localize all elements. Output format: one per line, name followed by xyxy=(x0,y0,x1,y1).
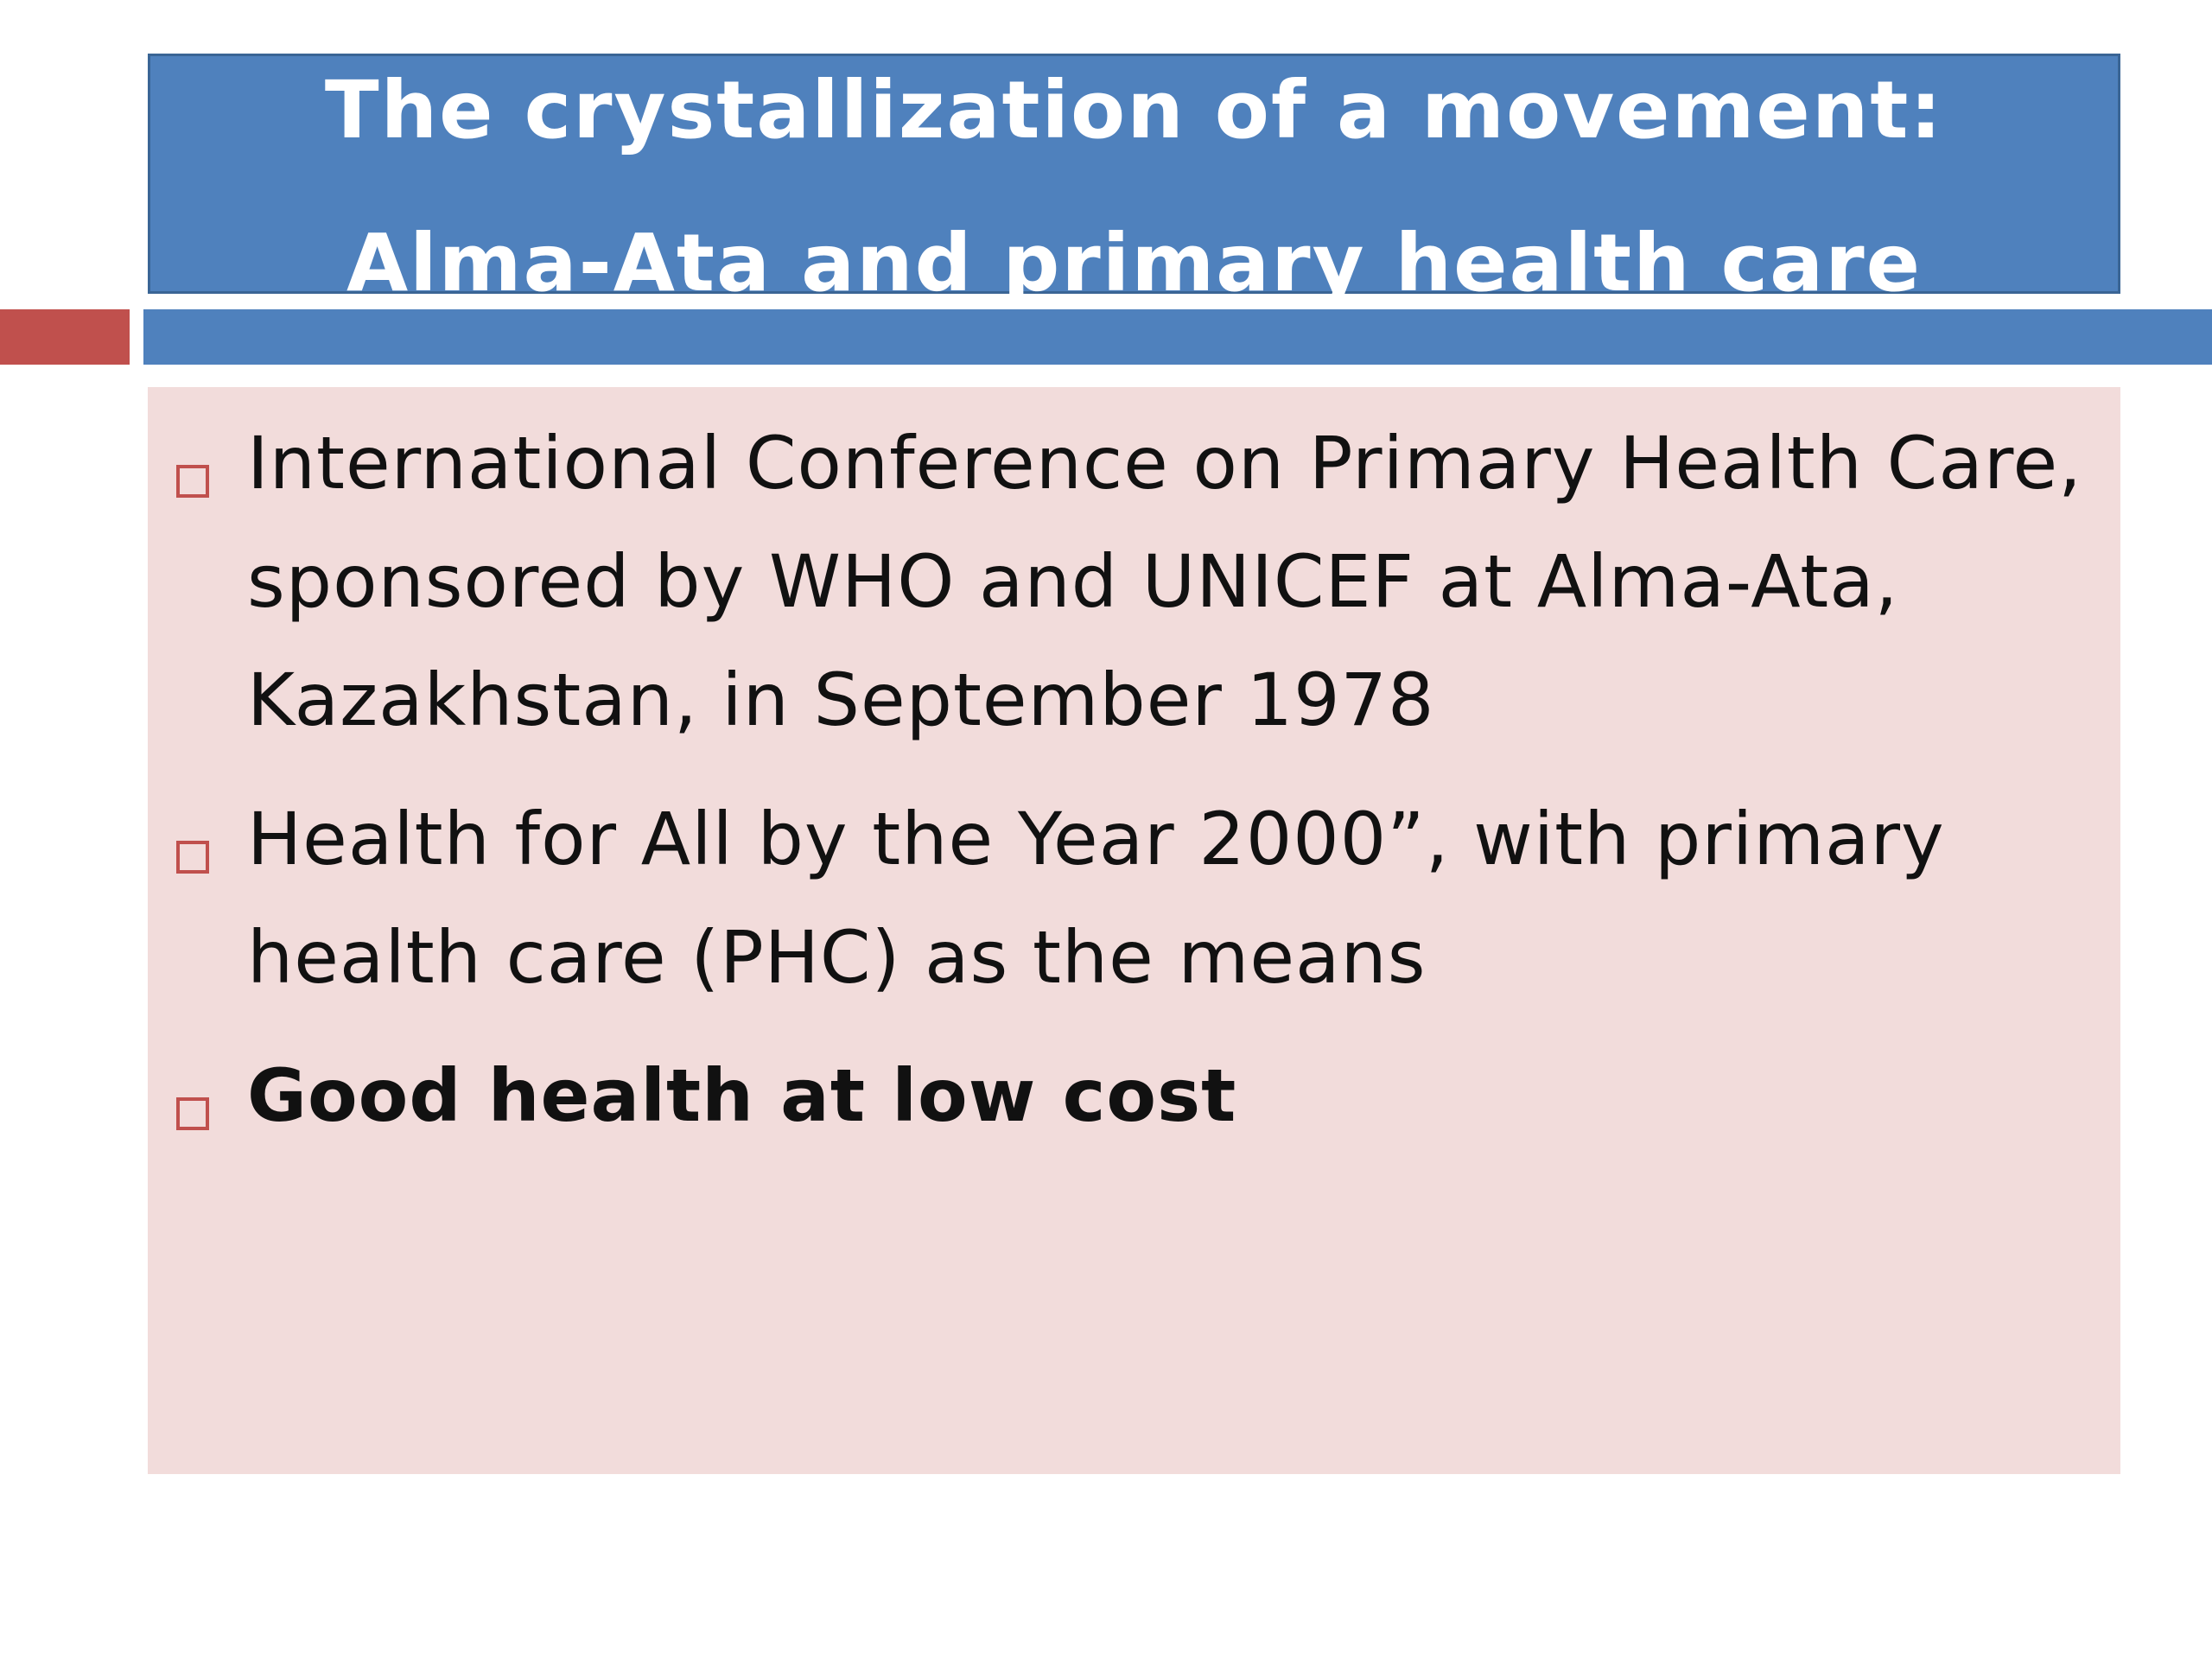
bullet-text: Good health at low cost xyxy=(247,1053,1237,1138)
slide-content-box xyxy=(148,387,2120,1474)
slide-title-box xyxy=(148,54,2120,309)
hollow-square-bullet-icon xyxy=(176,465,209,498)
accent-bar-red xyxy=(0,309,130,365)
hollow-square-bullet-icon xyxy=(176,841,209,874)
bullet-text: Health for All by the Year 2000”, with primary health care (PHC) as the means xyxy=(247,797,1945,1000)
slide-title-line-1: The crystallization of a movement: xyxy=(324,64,1944,156)
slide-title-line-2: Alma-Ata and primary health care xyxy=(346,217,1923,309)
bullet-text: International Conference on Primary Health Care, sponsored by WHO and UNICEF at Alma-Ata, Kazakhstan, in September 1978 xyxy=(247,421,2082,742)
hollow-square-bullet-icon xyxy=(176,1097,209,1130)
accent-bar-blue xyxy=(143,309,2212,365)
